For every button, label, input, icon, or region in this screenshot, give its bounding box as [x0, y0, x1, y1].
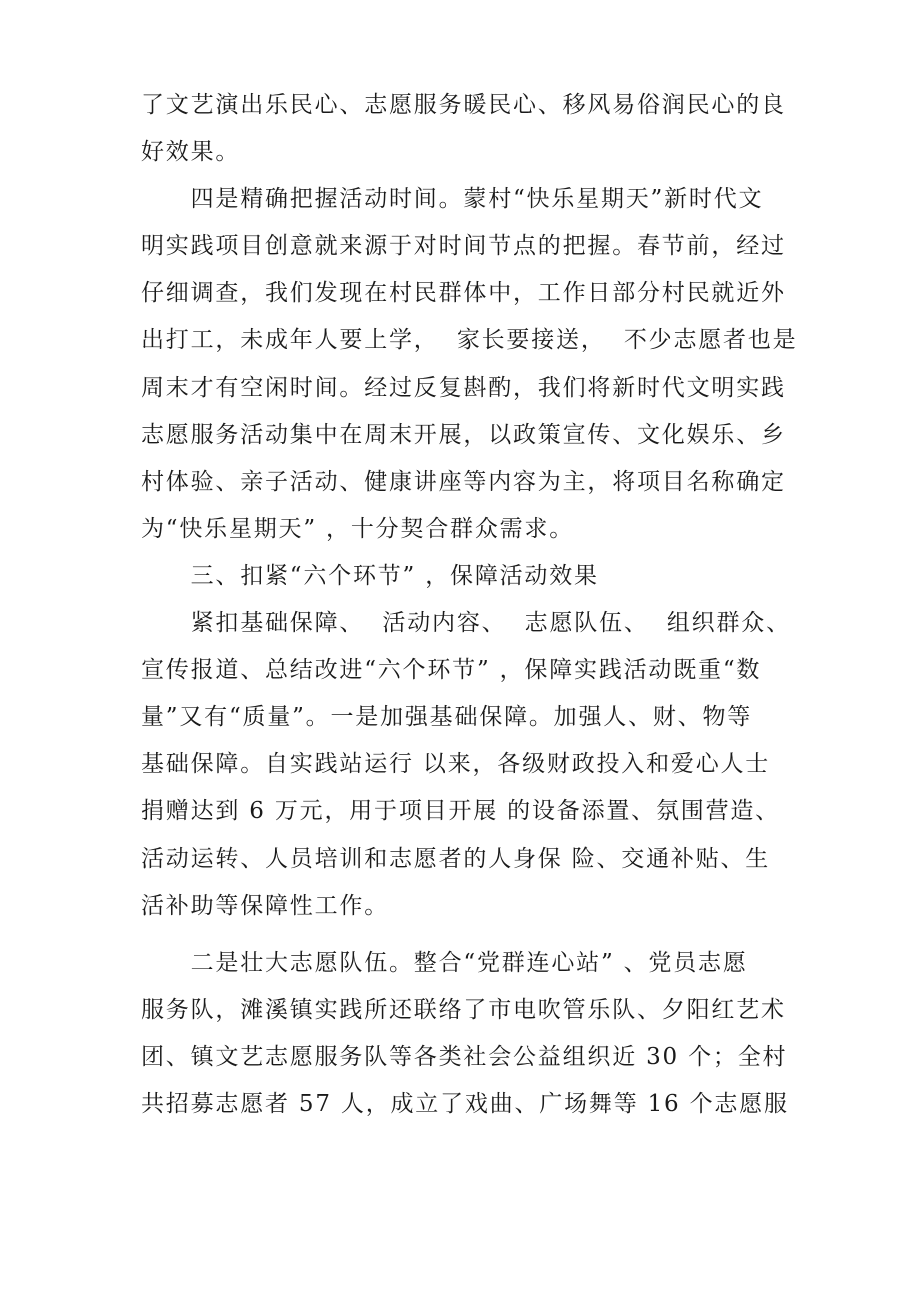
section-heading: 三、扣紧“六个环节” ，保障活动效果 — [141, 562, 599, 589]
document-body — [141, 82, 798, 1128]
text-line: 紧扣基础保障、 活动内容、 志愿队伍、 组织群众、 — [141, 610, 791, 637]
text-line: 二是壮大志愿队伍。整合“党群连心站” 、党员志愿 — [141, 949, 748, 976]
text-line: 出打工，未成年人要上学， 家长要接送， 不少志愿者也是 — [141, 327, 798, 354]
text-line: 了文艺演出乐民心、志愿服务暖民心、移风易俗润民心的良 — [141, 92, 786, 118]
text-line: 宣传报道、总结改进“六个环节” ，保障实践活动既重“数 — [141, 657, 762, 684]
text-line: 明实践项目创意就来源于对时间节点的把握。春节前，经过 — [141, 233, 786, 260]
text-line: 团、镇文艺志愿服务队等各类社会公益组织近 30 个；全村 — [141, 1043, 788, 1070]
text-line: 村体验、亲子活动、健康讲座等内容为主，将项目名称确定 — [141, 468, 786, 495]
text-line: 好效果。 — [141, 139, 241, 166]
text-line: 量”又有“质量”。一是加强基础保障。加强人、财、物等 — [141, 704, 753, 731]
text-line: 共招募志愿者 57 人，成立了戏曲、广场舞等 16 个志愿服 — [141, 1090, 789, 1117]
text-line: 基础保障。自实践站运行 以来，各级财政投入和爱心人士 — [141, 751, 771, 778]
text-line: 为“快乐星期天” ，十分契合群众需求。 — [141, 515, 575, 542]
paragraph-gap — [141, 930, 791, 940]
text-line: 服务队，滩溪镇实践所还联络了市电吹管乐队、夕阳红艺术 — [141, 996, 786, 1023]
text-line: 四是精确把握活动时间。蒙村“快乐星期天”新时代文 — [141, 186, 764, 213]
text-line: 捐赠达到 6 万元，用于项目开展 的设备添置、氛围营造、 — [141, 798, 780, 825]
text-line: 仔细调查，我们发现在村民群体中，工作日部分村民就近外 — [141, 280, 786, 307]
text-line: 周末才有空闲时间。经过反复斟酌，我们将新时代文明实践 — [141, 374, 786, 401]
text-line: 活补助等保障性工作。 — [141, 892, 389, 919]
text-line: 志愿服务活动集中在周末开展，以政策宣传、文化娱乐、乡 — [141, 421, 786, 448]
text-line: 活动运转、人员培训和志愿者的人身保 险、交通补贴、生 — [141, 845, 771, 872]
